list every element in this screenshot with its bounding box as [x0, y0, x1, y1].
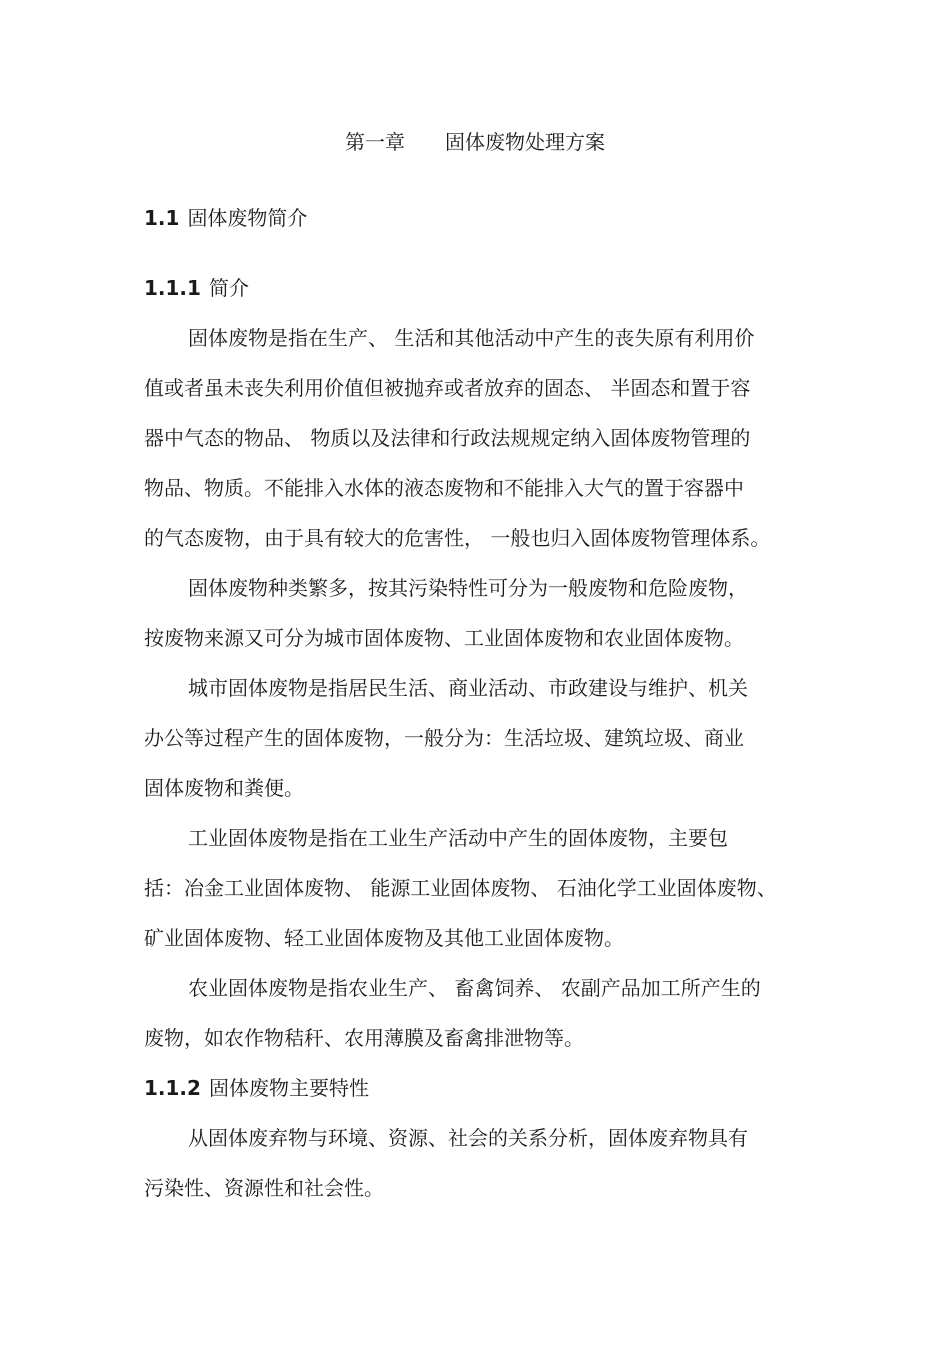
chapter-number: 第一章 — [345, 130, 405, 154]
section-heading-1-1-1: 1.1.1 简介 — [144, 276, 249, 300]
paragraph-line: 办公等过程产生的固体废物，一般分为：生活垃圾、建筑垃圾、商业 — [144, 726, 744, 750]
section-heading-1-1-2: 1.1.2 固体废物主要特性 — [144, 1076, 369, 1100]
paragraph-line: 从固体废弃物与环境、资源、社会的关系分析，固体废弃物具有 — [188, 1126, 748, 1150]
section-heading-1-1: 1.1 固体废物简介 — [144, 206, 308, 230]
paragraph-line: 固体废物是指在生产、 生活和其他活动中产生的丧失原有利用价 — [188, 326, 755, 350]
paragraph-line: 括：冶金工业固体废物、 能源工业固体废物、 石油化学工业固体废物、 — [144, 876, 777, 900]
paragraph-line: 城市固体废物是指居民生活、商业活动、市政建设与维护、机关 — [188, 676, 748, 700]
paragraph-line: 工业固体废物是指在工业生产活动中产生的固体废物，主要包 — [188, 826, 728, 850]
chapter-name: 固体废物处理方案 — [445, 130, 605, 154]
paragraph-line: 值或者虽未丧失利用价值但被抛弃或者放弃的固态、 半固态和置于容 — [144, 376, 751, 400]
paragraph-line: 固体废物种类繁多，按其污染特性可分为一般废物和危险废物， — [188, 576, 748, 600]
paragraph-line: 器中气态的物品、 物质以及法律和行政法规规定纳入固体废物管理的 — [144, 426, 751, 450]
chapter-title — [0, 126, 950, 155]
paragraph-line: 的气态废物，由于具有较大的危害性， 一般也归入固体废物管理体系。 — [144, 526, 771, 550]
paragraph-line: 废物，如农作物秸秆、农用薄膜及畜禽排泄物等。 — [144, 1026, 584, 1050]
paragraph-line: 物品、物质。不能排入水体的液态废物和不能排入大气的置于容器中 — [144, 476, 744, 500]
paragraph-line: 农业固体废物是指农业生产、 畜禽饲养、 农副产品加工所产生的 — [188, 976, 761, 1000]
paragraph-line: 污染性、资源性和社会性。 — [144, 1176, 384, 1200]
paragraph-line: 按废物来源又可分为城市固体废物、工业固体废物和农业固体废物。 — [144, 626, 744, 650]
paragraph-line: 固体废物和粪便。 — [144, 776, 304, 800]
paragraph-line: 矿业固体废物、轻工业固体废物及其他工业固体废物。 — [144, 926, 624, 950]
